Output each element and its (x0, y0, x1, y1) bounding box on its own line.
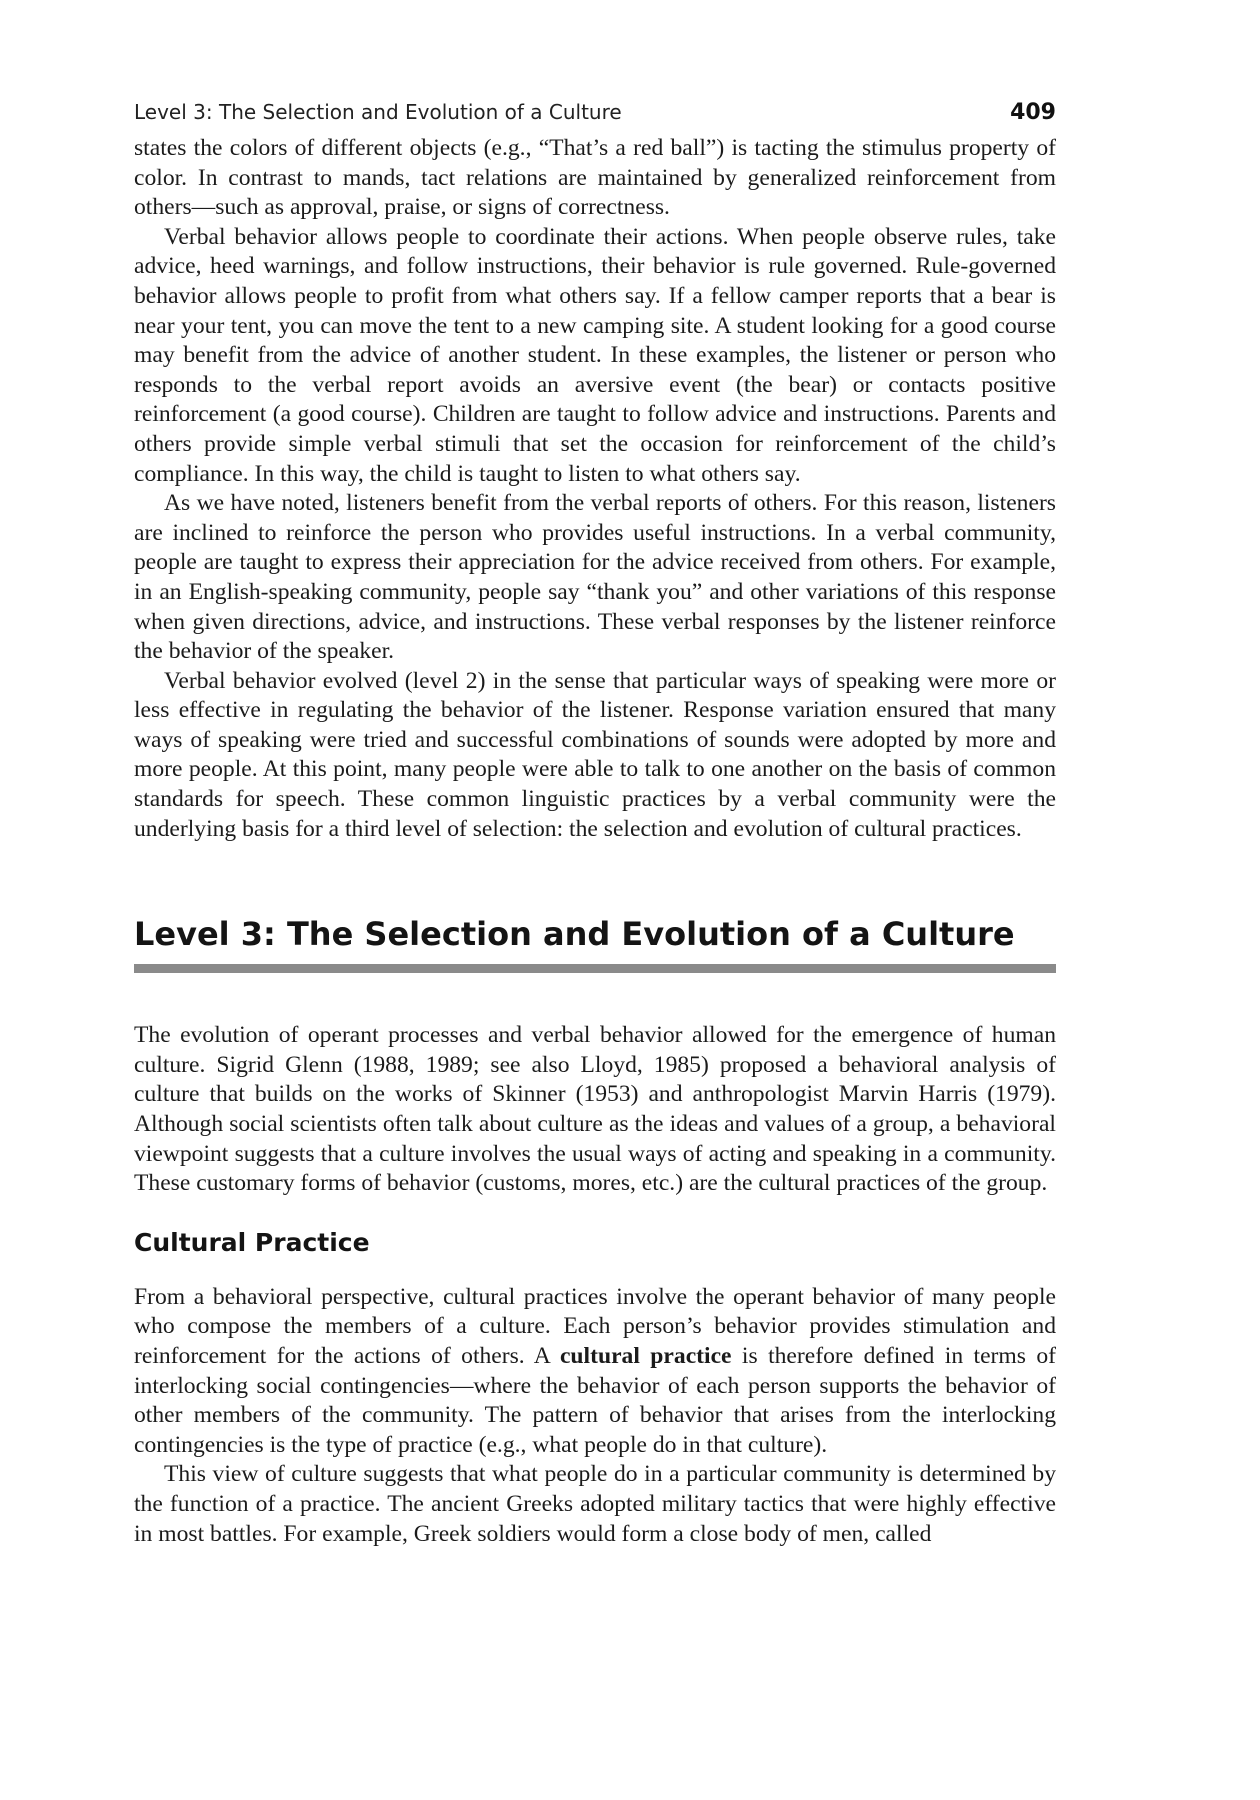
continued-text (134, 134, 1056, 844)
heading-rule (134, 964, 1056, 973)
paragraph-verbal-evolution: Verbal behavior evolved (level 2) in the sense that particular ways of speaking were more or less effective in regulating the behavior of the listener. Response variation ensured that many ways of speaking were tried and successful combinations of sounds were adopted by more and more people. At this point, many people were able to talk to one another on the basis of common standards for speech. These common linguistic practices by a verbal community were the underlying basis for a third level of selection: the selection and evolution of cultural practices. (134, 667, 1056, 842)
section-heading: Level 3: The Selection and Evolution of a Culture (134, 915, 1015, 954)
paragraph-rule-governed: Verbal behavior allows people to coordinate their actions. When people observe rules, take advice, heed warnings, and follow instructions, their behavior is rule governed. Rule-governed behavior allows people to profit from what others say. If a fellow camper reports that a bear is near your tent, you can move the tent to a new camping site. A student looking for a good course may benefit from the advice of another student. In these examples, the listener or person who responds to the verbal report avoids an aversive event (the bear) or contacts positive reinforcement (a good course). Children are taught to follow advice and instructions. Parents and others provide simple verbal stimuli that set the occasion for reinforcement of the child’s compliance. In this way, the child is taught to listen to what others say. (134, 223, 1056, 487)
paragraph-culture-intro: The evolution of operant processes and verbal behavior allowed for the emergence of human culture. Sigrid Glenn (1988, 1989; see also Lloyd, 1985) proposed a behavioral analysis of culture that builds on the works of Skinner (1953) and anthropologist Marvin Harris (1979). Although social scientists often talk about culture as the ideas and values of a group, a behavioral viewpoint suggests that a culture involves the usual ways of acting and speaking in a community. These customary forms of behavior (customs, mores, etc.) are the cultural practices of the group. (134, 1022, 1056, 1197)
book-page (134, 100, 1056, 1549)
subsection-heading: Cultural Practice (134, 1227, 370, 1257)
running-title: Level 3: The Selection and Evolution of a Culture (134, 100, 622, 124)
cultural-practice-lead: From a behavioral perspective, cultural practices involve the operant behavior of many people who compose the members of a culture. Each person’s behavior provides stimulation and reinforcement for the actions of others. A (134, 1283, 1056, 1369)
section-intro (134, 1021, 1056, 1199)
subsection-text (134, 1283, 1056, 1549)
defined-term: cultural practice (559, 1343, 732, 1369)
paragraph-tact-relations: states the colors of different objects (e.g., “That’s a red ball”) is tacting the stimulus property of color. In contrast to mands, tact relations are maintained by generalized reinforcement from others—such as approval, praise, or signs of correctness. (134, 135, 1056, 221)
paragraph-listener-reinforcement: As we have noted, listeners benefit from the verbal reports of others. For this reason, listeners are inclined to reinforce the person who provides useful instructions. In a verbal community, people are taught to express their appreciation for the advice received from others. For example, in an English-speaking community, people say “thank you” and other variations of this response when given directions, advice, and instructions. These verbal responses by the listener reinforce the behavior of the speaker. (134, 490, 1056, 665)
paragraph-cultural-practice (134, 1283, 1056, 1461)
running-header (134, 100, 1056, 134)
page-number: 409 (1010, 100, 1056, 125)
paragraph-greek-tactics: This view of culture suggests that what people do in a particular community is determined by the function of a practice. The ancient Greeks adopted military tactics that were highly effective in most battles. For example, Greek soldiers would form a close body of men, called (134, 1461, 1056, 1547)
cultural-practice-rest: is therefore defined in terms of interlocking social contingencies—where the behavior of each person supports the behavior of other members of the community. The pattern of behavior that arises from the interlocking contingencies is the type of practice (e.g., what people do in that culture). (134, 1343, 1056, 1458)
